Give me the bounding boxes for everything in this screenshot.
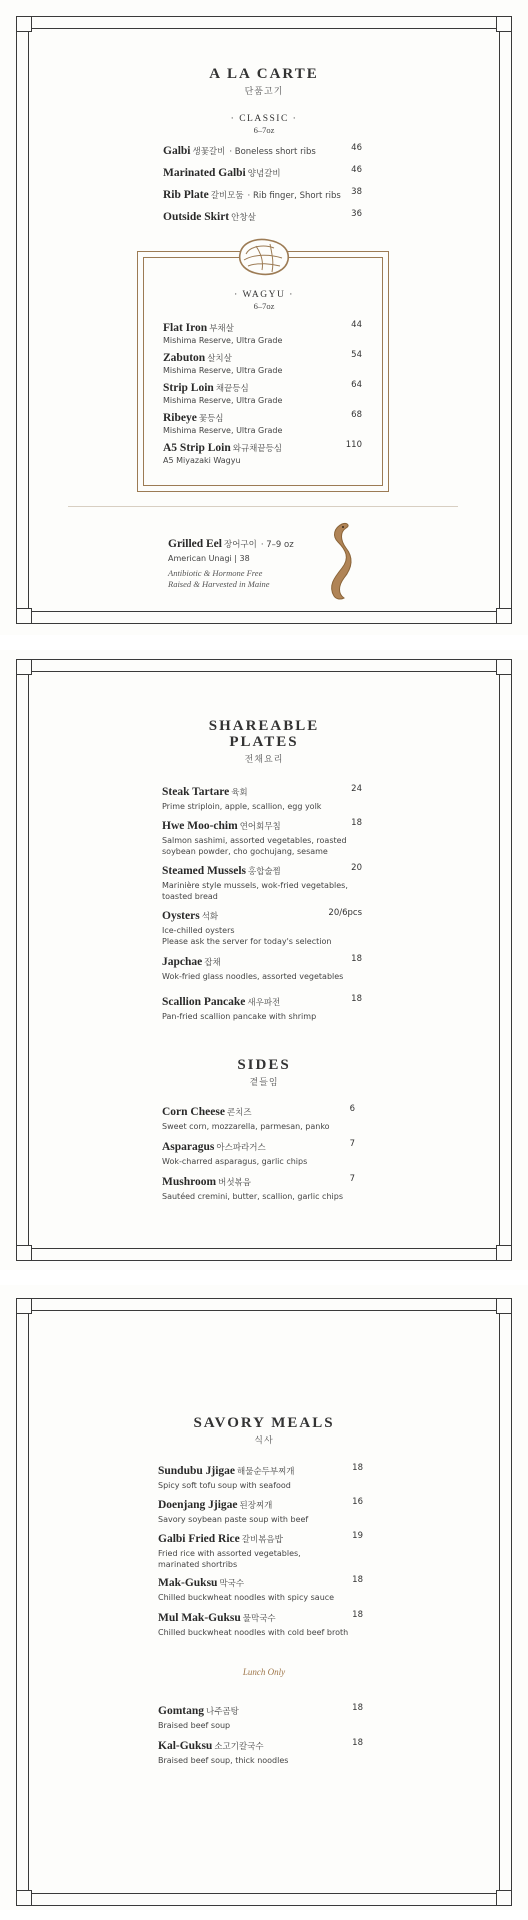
item-price: 54: [351, 350, 362, 360]
item-price: 6: [349, 1104, 355, 1114]
item-korean: 채끝등심: [215, 384, 249, 394]
frame-corner: [496, 608, 512, 624]
item-name: Outside Skirt: [163, 211, 230, 223]
eel-note: Antibiotic & Hormone Free: [168, 568, 263, 578]
item-price: 18: [352, 1738, 363, 1748]
section-title-sides: SIDES: [237, 1057, 291, 1073]
item-price: 7: [349, 1139, 355, 1149]
item-description: Savory soybean paste soup with beef: [158, 1515, 309, 1524]
lunch-only-label: Lunch Only: [242, 1667, 286, 1677]
item-korean: 갈비볶음밥: [241, 1535, 283, 1545]
item-korean: 나주곰탕: [206, 1707, 239, 1717]
item-description: · Rib finger, Short ribs: [247, 191, 341, 201]
item-description: American Unagi | 38: [168, 554, 250, 563]
item-name: Corn Cheese: [162, 1106, 225, 1118]
frame-corner: [16, 1298, 32, 1314]
menu-item: [158, 1573, 334, 1604]
item-description: Chilled buckwheat noodles with spicy sauce: [158, 1593, 335, 1602]
item-description: Please ask the server for today's selection: [162, 936, 332, 946]
section-title: PLATES: [229, 734, 299, 750]
item-korean: 잡채: [204, 958, 221, 968]
menu-item: [162, 1137, 307, 1168]
divider: [68, 506, 458, 507]
menu-item: [158, 1461, 295, 1492]
menu-item: [163, 141, 316, 159]
item-description: Sautéed cremini, butter, scallion, garlic chips: [162, 1192, 343, 1201]
item-description: Mishima Reserve, Ultra Grade: [163, 426, 283, 435]
classic-label: · CLASSIC ·: [230, 114, 298, 124]
menu-page-a-la-carte: [0, 0, 528, 635]
item-price: 46: [351, 143, 362, 153]
item-price: 38: [351, 187, 362, 197]
item-korean: 막국수: [219, 1579, 245, 1589]
item-price: 68: [351, 410, 362, 420]
frame-corner: [496, 1298, 512, 1314]
menu-item: [162, 782, 321, 813]
item-price: 64: [351, 380, 362, 390]
item-name: Scallion Pancake: [162, 996, 246, 1008]
item-korean: 살치살: [207, 354, 232, 364]
item-name: Ribeye: [163, 412, 197, 424]
item-name: Galbi Fried Rice: [158, 1533, 240, 1545]
item-description: · Boneless short ribs: [229, 147, 316, 157]
item-korean: 소고기칼국수: [214, 1742, 264, 1752]
frame-corner: [496, 16, 512, 32]
item-korean: 부채살: [209, 324, 234, 334]
menu-item: [163, 207, 256, 225]
item-price: 18: [352, 1463, 363, 1473]
eel-icon: [320, 520, 360, 602]
item-name: Steak Tartare: [162, 786, 230, 798]
section-title: SAVORY MEALS: [193, 1415, 335, 1431]
item-price: 18: [351, 818, 362, 828]
menu-item: [163, 378, 282, 407]
item-name: Japchae: [162, 956, 203, 968]
item-price: 16: [352, 1497, 363, 1507]
item-korean: 새우파전: [247, 998, 281, 1008]
item-name: Strip Loin: [163, 382, 214, 394]
item-korean: 꽃등심: [198, 414, 224, 424]
item-name: Mushroom: [162, 1176, 217, 1188]
eel-note: Raised & Harvested in Maine: [168, 579, 270, 589]
item-korean: 와규채끝등심: [232, 444, 283, 454]
item-price: 46: [351, 165, 362, 175]
menu-item: [163, 163, 281, 181]
item-korean: 석화: [201, 912, 219, 922]
steak-icon: [234, 236, 294, 278]
item-description: Braised beef soup: [158, 1721, 231, 1730]
item-name: Grilled Eel: [168, 538, 222, 550]
item-price: 18: [351, 994, 362, 1004]
item-price: 18: [352, 1610, 363, 1620]
item-description: toasted bread: [162, 891, 218, 901]
item-korean: 버섯볶음: [218, 1178, 251, 1188]
menu-page-savory: [0, 1285, 528, 1910]
item-name: Zabuton: [163, 352, 206, 364]
frame-corner: [16, 16, 32, 32]
item-korean: 장어구이: [223, 540, 257, 550]
item-description: Wok-charred asparagus, garlic chips: [162, 1157, 308, 1166]
item-korean: 안창살: [231, 213, 256, 223]
item-name: Mak-Guksu: [158, 1577, 218, 1589]
item-name: Marinated Galbi: [163, 167, 246, 179]
item-description: Prime striploin, apple, scallion, egg yolk: [162, 802, 322, 811]
menu-item: [163, 408, 282, 437]
item-description: A5 Miyazaki Wagyu: [163, 456, 241, 465]
item-price: 24: [351, 784, 362, 794]
menu-item: [158, 1529, 301, 1570]
section-title: A LA CARTE: [209, 66, 319, 82]
item-price: 44: [351, 320, 362, 330]
menu-item: [163, 318, 282, 347]
classic-weight: 6–7oz: [253, 125, 275, 135]
item-name: Rib Plate: [163, 189, 209, 201]
item-name: Galbi: [163, 145, 191, 157]
menu-item: [158, 1701, 239, 1732]
item-description: Wok-fried glass noodles, assorted vegetables: [162, 972, 344, 981]
item-price: 18: [351, 954, 362, 964]
item-name: Kal-Guksu: [158, 1740, 213, 1752]
item-korean: 갈비모둠: [210, 191, 244, 201]
frame-corner: [496, 1245, 512, 1261]
menu-item: [158, 1495, 308, 1526]
item-price: 36: [351, 209, 362, 219]
menu-item: [158, 1736, 288, 1767]
item-name: Hwe Moo-chim: [162, 820, 238, 832]
item-korean: 생꽃갈비: [192, 147, 226, 157]
item-korean: 아스파라거스: [216, 1143, 266, 1153]
item-name: Doenjang Jjigae: [158, 1499, 238, 1511]
item-korean: 홍합술찜: [248, 867, 281, 877]
item-description: Braised beef soup, thick noodles: [158, 1756, 289, 1765]
item-korean: 연어회무침: [239, 822, 281, 832]
wagyu-label: · WAGYU ·: [234, 290, 294, 300]
item-name: Flat Iron: [163, 322, 208, 334]
item-price: 19: [352, 1531, 363, 1541]
item-description: Salmon sashimi, assorted vegetables, roasted: [162, 836, 347, 845]
menu-item: [163, 438, 282, 467]
item-description: Marinière style mussels, wok-fried vegetables,: [162, 881, 348, 890]
item-korean: 된장찌개: [239, 1501, 273, 1511]
frame-corner: [16, 1890, 32, 1906]
item-name: A5 Strip Loin: [163, 442, 231, 454]
item-korean: 육회: [231, 788, 248, 798]
menu-item: [162, 992, 316, 1023]
frame-corner: [16, 659, 32, 675]
item-price: 18: [352, 1575, 363, 1585]
item-description: Fried rice with assorted vegetables,: [158, 1549, 301, 1558]
item-name: Gomtang: [158, 1705, 204, 1717]
section-title-korean: 전채요리: [244, 755, 284, 765]
frame-corner: [16, 1245, 32, 1261]
menu-item: [163, 348, 282, 377]
item-name: Oysters: [162, 910, 200, 922]
item-price: 20/6pcs: [328, 908, 362, 918]
menu-item: [162, 906, 331, 947]
item-description: Mishima Reserve, Ultra Grade: [163, 396, 283, 405]
section-title-korean: 단품고기: [244, 87, 284, 97]
item-price: 110: [345, 440, 362, 450]
item-name: Sundubu Jjigae: [158, 1465, 236, 1477]
item-price: 20: [351, 863, 362, 873]
wagyu-weight: 6–7oz: [253, 301, 275, 311]
frame-corner: [16, 608, 32, 624]
item-description: marinated shortribs: [158, 1559, 238, 1569]
item-price: 18: [352, 1703, 363, 1713]
item-korean: 해물순두부찌개: [237, 1467, 295, 1477]
item-description: Chilled buckwheat noodles with cold beef broth: [158, 1628, 349, 1637]
item-korean: 콘치즈: [226, 1108, 252, 1118]
frame-corner: [496, 1890, 512, 1906]
frame-corner: [496, 659, 512, 675]
item-description: Ice-chilled oysters: [162, 926, 235, 935]
item-description: Spicy soft tofu soup with seafood: [158, 1481, 291, 1490]
item-korean: 양념갈비: [247, 169, 281, 179]
section-title: SHAREABLE: [208, 718, 320, 734]
item-description: soybean powder, cho gochujang, sesame: [162, 846, 328, 856]
item-description: Mishima Reserve, Ultra Grade: [163, 366, 283, 375]
item-weight: · 7–9 oz: [260, 540, 294, 550]
item-description: Sweet corn, mozzarella, parmesan, panko: [162, 1122, 330, 1131]
item-korean: 물막국수: [242, 1614, 276, 1624]
section-title-korean: 식사: [254, 1436, 274, 1446]
item-description: Mishima Reserve, Ultra Grade: [163, 336, 283, 345]
item-name: Asparagus: [162, 1141, 215, 1153]
item-description: Pan-fried scallion pancake with shrimp: [162, 1012, 317, 1021]
menu-item-eel: [168, 534, 294, 565]
item-price: 7: [349, 1174, 355, 1184]
menu-page-shareable: [0, 650, 528, 1270]
item-name: Steamed Mussels: [162, 865, 247, 877]
item-name: Mul Mak-Guksu: [158, 1612, 241, 1624]
section-title-korean: 곁들임: [249, 1078, 279, 1088]
